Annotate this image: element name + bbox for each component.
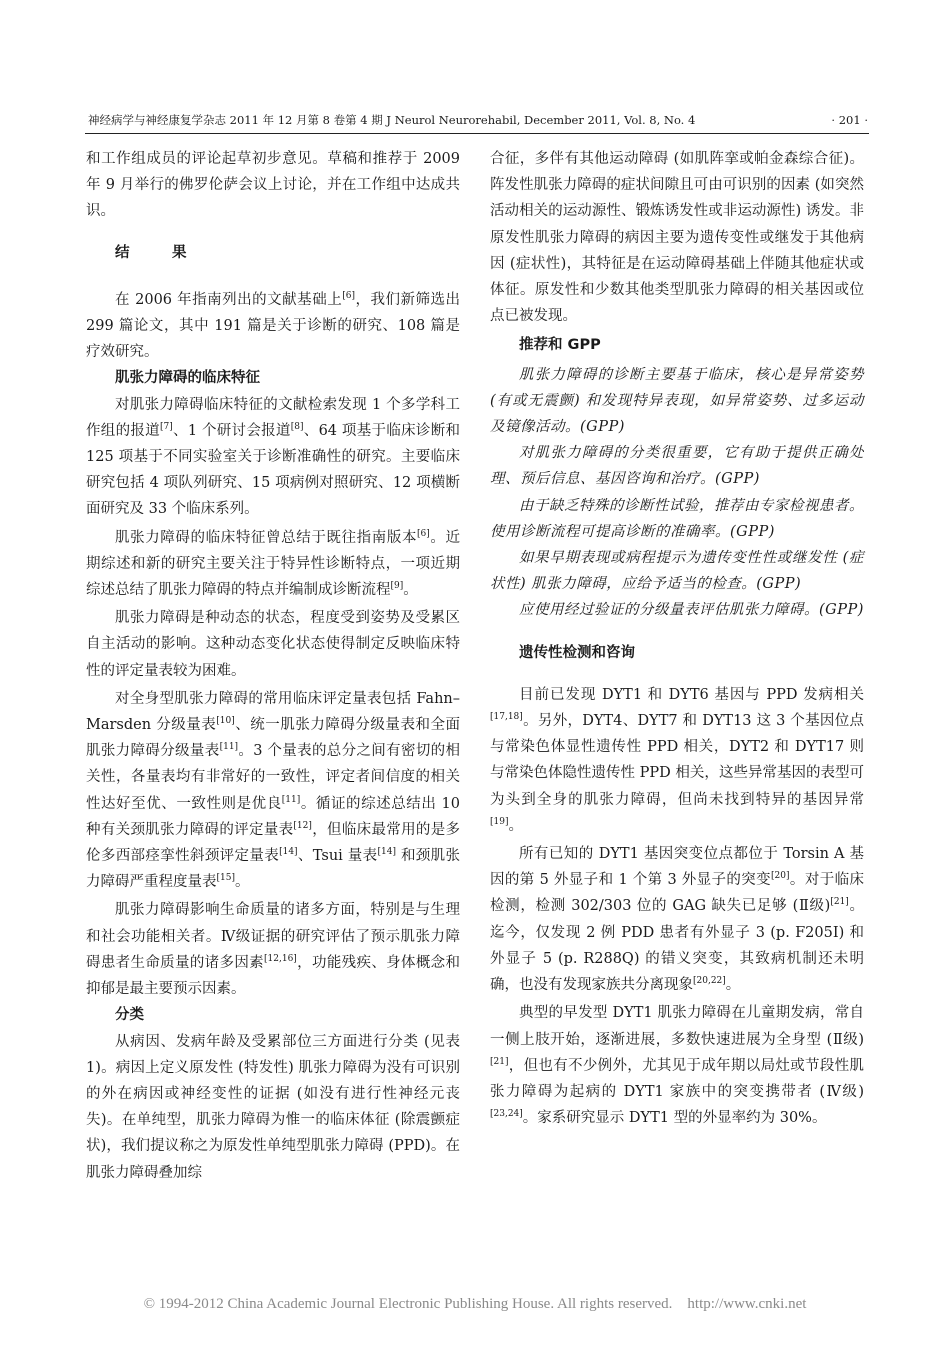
recommendations-block [490,362,864,624]
citation-ref: [20] [771,871,790,882]
text-run: 。近期综述和新的研究主要关注于特异性诊断特点，一项近期综述总结了肌张力障碍的特点并编制成诊断流程 [86,529,461,599]
text-run: 、1 个研讨会报道 [172,422,291,439]
text-run: 。家系研究显示 DYT1 型的外显率约为 30%。 [522,1110,827,1127]
text-run: 由于缺乏特殊的诊断性试验，推荐由专家检视患者。使用诊断流程可提高诊断的准确率。(GPP) [490,497,864,540]
text-run: 。3 个量表的总分之间有密切的相关性，各量表均有非常好的一致性，评定者间信度的相关性达好至优、一致性则是优良 [86,743,461,812]
text-run: 从病因、发病年龄及受累部位三方面进行分类 (见表 1)。病因上定义原发性 (特发性) 肌张力障碍为没有可识别的外在病因或神经变性的证据 (如没有进行性神经元丧失)。在单纯型，肌张力障碍为惟一的临床体征 (除震颤症状)，我们提议称之为原发性单纯型肌张力障碍 (PPD)。在肌张力障碍叠加综 [86,1033,460,1181]
text-run: 。 [234,874,250,891]
text-run: 和颈肌张力障碍严重程度量表 [86,848,461,891]
running-header [88,111,868,131]
citation-ref: [7] [159,421,173,432]
text-run: 、统一肌张力障碍分级量表和全面肌张力障碍分级量表 [86,717,460,760]
right-column [490,146,864,1131]
recommendation [490,440,864,492]
recommendation [490,597,864,623]
paragraph [86,605,460,684]
citation-ref: [21] [830,897,849,908]
journal-citation: 神经病学与神经康复学杂志 2011 年 12 月第 8 卷第 4 期 J Neurol Neurorehabil, December 2011, Vol. 8, No. 4 [88,113,696,127]
recommendation [490,362,864,441]
citation-ref: [11] [219,742,239,753]
text-run: ，但临床最常用的是多伦多西部痉挛性斜颈评定量表 [86,821,461,865]
recommendation [490,545,864,597]
citation-ref: [21] [490,1056,509,1067]
text-run: 。 [508,817,523,834]
paragraph [86,525,460,604]
subsection-heading-recommendations: 推荐和 GPP [519,337,601,354]
text-run: 所有已知的 DYT1 基因突变位点都位于 Torsin A 基因的第 5 外显子和 1 个第 3 外显子的突变 [490,846,864,889]
text-run: 。对于临床检测，检测 302/303 位的 GAG 缺失已足够 (Ⅱ级) [490,872,864,915]
citation-ref: [20,22] [693,976,726,987]
text-run: 。 [725,977,741,994]
subsection-heading-classification: 分类 [115,1007,144,1024]
text-run: 。另外，DYT4、DYT7 和 DYT13 这 3 个基因位点与常染色体显性遗传性 PPD 相关，DYT2 和 DYT17 则与常染色体隐性遗传性 PPD 相关，这些异常基因的表型可为头到全身的肌张力障碍，但尚未找到特异的基因异常 [490,713,864,808]
text-run: 肌张力障碍是种动态的状态，程度受到姿势及受累区自主活动的影响。这种动态变化状态使得制定反映临床特性的评定量表较为困难。 [86,610,460,679]
citation-ref: [6] [342,290,355,301]
paragraph [86,287,460,366]
citation-ref: [14] [279,847,298,858]
text-run: 对肌张力障碍临床特征的文献检索发现 1 个多学科工作组的报道 [86,396,460,439]
citation-ref: [10] [216,716,235,727]
text-run: 应使用经过验证的分级量表评估肌张力障碍。(GPP) [519,602,864,619]
paragraph [490,841,864,998]
citation-ref: [23,24] [490,1109,523,1120]
subsection-heading-clinical: 肌张力障碍的临床特征 [115,370,260,387]
text-run: 目前已发现 DYT1 和 DYT6 基因与 PPD 发病相关 [519,686,864,703]
copyright-footer: © 1994-2012 China Academic Journal Electronic Publishing House. All rights reserved. http://www.cnki.net [143,1296,807,1312]
text-run: 在 2006 年指南列出的文献基础上 [115,291,343,308]
section-heading-genetic: 遗传性检测和咨询 [519,644,635,661]
text-run: ，但也有不少例外，尤其见于成年期以局灶或节段性肌张力障碍为起病的 DYT1 家族中的突变携带者 (Ⅳ级) [490,1057,864,1100]
citation-ref: [12,16] [264,953,297,964]
citation-ref: [14] [377,847,396,858]
text-run: 对肌张力障碍的分类很重要，它有助于提供正确处理、预后信息、基因咨询和治疗。(GPP) [490,445,864,488]
text-run: ，我们新筛选出 299 篇论文，其中 191 篇是关于诊断的研究、108 篇是疗效研究。 [86,291,460,361]
header-rule [85,133,869,134]
citation-ref: [12] [293,820,312,831]
citation-ref: [8] [290,421,304,432]
paragraph [86,1029,460,1186]
text-run: 。迄今，仅发现 2 例 PDD 患者有外显子 3 (p. F205I) 和外显子 5 (p. R288Q) 的错义突变，其致病机制还未明确，也没有发现家族共分离现象 [490,898,864,994]
page-number: · 201 · [831,113,868,127]
section-heading-results: 结 果 [115,244,201,261]
citation-ref: [11] [281,794,301,805]
text-run: 、64 项基于临床诊断和 125 项基于不同实验室关于诊断准确性的研究。主要临床研究包括 4 项队列研究、15 项病例对照研究、12 项横断面研究及 33 个临床系列。 [86,422,460,518]
text-run: 合征，多伴有其他运动障碍 (如肌阵挛或帕金森综合征)。阵发性肌张力障碍的症状间隙且可由可识别的因素 (如突然活动相关的运动源性、锻炼诱发性或非运动源性) 诱发。非原发性肌张力障碍的病因主要为遗传变性或继发于其他病因 (症状性)，其特征是在运动障碍基础上伴随其他症状或体征。原发性和少数其他类型肌张力障碍的相关基因或位点已被发现。 [490,151,864,325]
text-run: 肌张力障碍的诊断主要基于临床，核心是异常姿势 (有或无震颤) 和发现特异表现，如异常姿势、过多运动及镜像活动。(GPP) [490,366,864,436]
text-run: 。 [403,582,418,599]
text-run: 。循证的综述总结出 10 种有关颈肌张力障碍的评定量表 [86,795,461,838]
paragraph [490,682,864,839]
citation-ref: [17,18] [490,712,523,723]
paragraph [490,1000,864,1131]
text-run: 、Tsui 量表 [297,848,378,865]
text-run: 和工作组成员的评论起草初步意见。草稿和推荐于 2009 年 9 月举行的佛罗伦萨会议上讨论，并在工作组中达成共识。 [86,151,460,220]
text-run: 典型的早发型 DYT1 肌张力障碍在儿童期发病，常自一侧上肢开始，逐渐进展，多数快速进展为全身型 (Ⅱ级) [490,1005,864,1048]
paragraph [86,686,460,896]
paragraph [86,146,460,225]
citation-ref: [9] [390,581,404,592]
paragraph [86,897,460,1002]
left-column [86,146,460,1186]
paragraph [86,392,460,523]
citation-ref: [6] [417,528,430,539]
text-run: 肌张力障碍的临床特征曾总结于既往指南版本 [115,529,418,546]
text-run: 对全身型肌张力障碍的常用临床评定量表包括 Fahn–Marsden 分级量表 [86,690,460,734]
recommendation [490,493,864,545]
citation-ref: [15] [216,873,235,884]
text-run: 肌张力障碍影响生命质量的诸多方面，特别是与生理和社会功能相关者。Ⅳ级证据的研究评估了预示肌张力障碍患者生命质量的诸多因素 [86,902,460,971]
citation-ref: [19] [490,816,509,827]
text-run: ，功能残疾、身体概念和抑郁是最主要预示因素。 [86,954,461,998]
text-run: 如果早期表现或病程提示为遗传变性性或继发性 (症状性) 肌张力障碍，应给予适当的检查。(GPP) [490,550,864,593]
paragraph [490,146,864,329]
